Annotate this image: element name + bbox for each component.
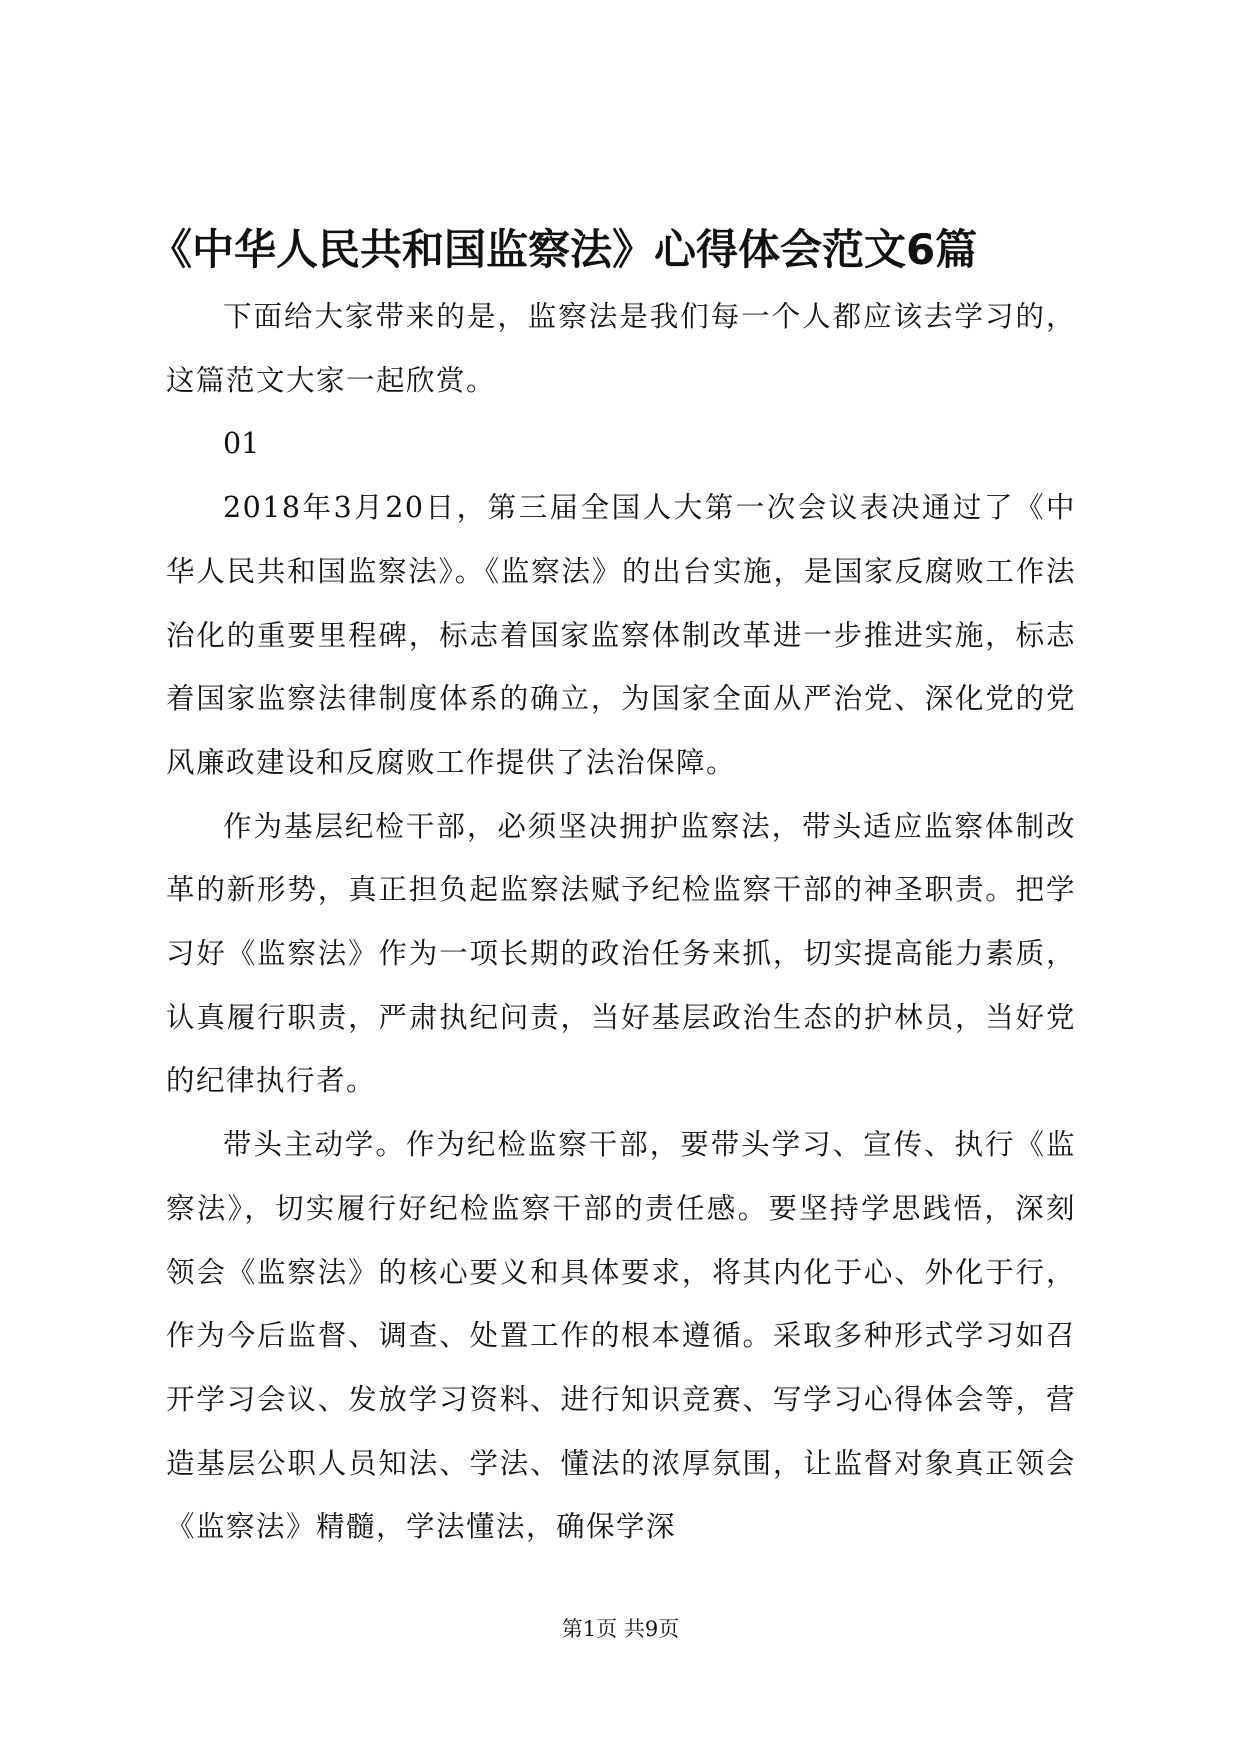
intro-paragraph: 下面给大家带来的是，监察法是我们每一个人都应该去学习的，这篇范文大家一起欣赏。	[166, 300, 1076, 397]
document-title: 《中华人民共和国监察法》心得体会范文6篇	[150, 225, 978, 274]
section-number: 01	[223, 427, 260, 461]
body-paragraph: 作为基层纪检干部，必须坚决拥护监察法，带头适应监察体制改革的新形势，真正担负起监察法赋予纪检监察干部的神圣职责。把学习好《监察法》作为一项长期的政治任务来抓，切实提高能力素质，认真履行职责，严肃执纪问责，当好基层政治生态的护林员，当好党的纪律执行者。	[166, 809, 1076, 1098]
body-paragraph: 2018年3月20日，第三届全国人大第一次会议表决通过了《中华人民共和国监察法》。《监察法》的出台实施，是国家反腐败工作法治化的重要里程碑，标志着国家监察体制改革进一步推进实施，标志着国家监察法律制度体系的确立，为国家全面从严治党、深化党的党风廉政建设和反腐败工作提供了法治保障。	[166, 491, 1076, 779]
document-body	[166, 285, 1076, 1559]
page-footer: 第1页 共9页	[561, 1617, 680, 1641]
body-paragraph: 带头主动学。作为纪检监察干部，要带头学习、宣传、执行《监察法》，切实履行好纪检监察干部的责任感。要坚持学思践悟，深刻领会《监察法》的核心要义和具体要求，将其内化于心、外化于行，作为今后监督、调查、处置工作的根本遵循。采取多种形式学习如召开学习会议、发放学习资料、进行知识竞赛、写学习心得体会等，营造基层公职人员知法、学法、懂法的浓厚氛围，让监督对象真正领会《监察法》精髓，学法懂法，确保学深	[166, 1128, 1076, 1544]
